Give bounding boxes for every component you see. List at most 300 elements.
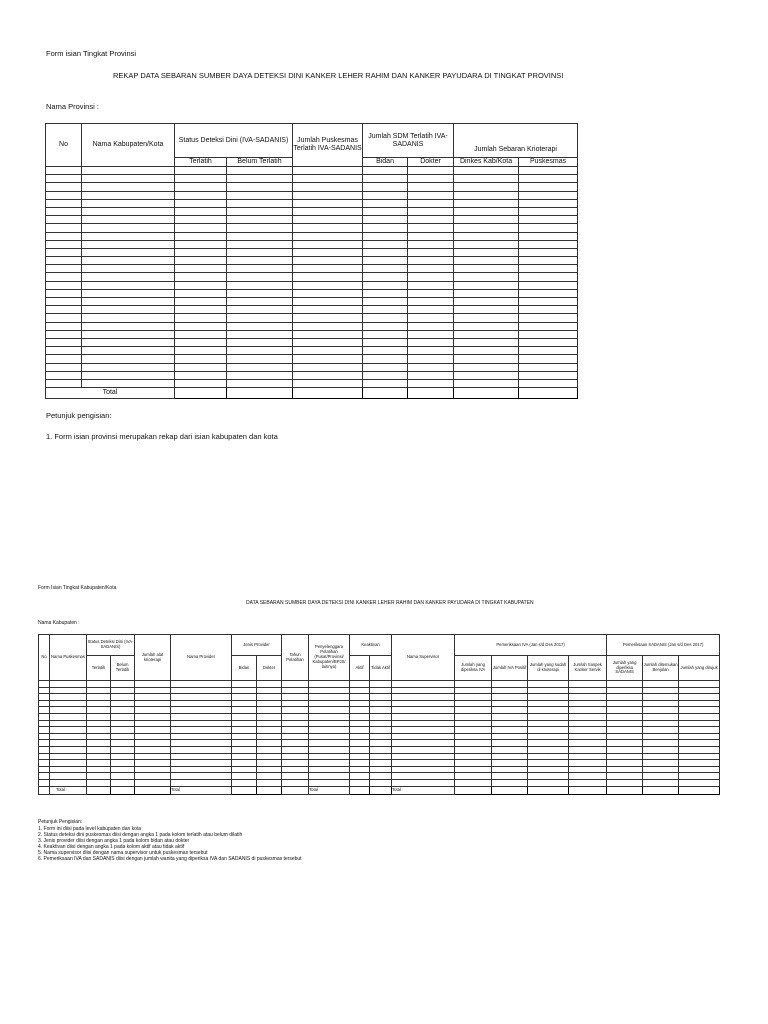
table-cell[interactable]: [87, 753, 111, 760]
table-cell[interactable]: [39, 700, 50, 707]
table-cell[interactable]: [370, 700, 392, 707]
table-cell[interactable]: [363, 167, 408, 175]
table-cell[interactable]: [454, 281, 519, 289]
table-cell[interactable]: [392, 766, 455, 773]
table-cell[interactable]: [679, 707, 720, 714]
table-cell[interactable]: [454, 183, 519, 191]
table-cell[interactable]: [454, 207, 519, 215]
table-cell[interactable]: [519, 298, 578, 306]
table-cell[interactable]: [408, 298, 454, 306]
table-cell[interactable]: [350, 727, 370, 734]
table-cell[interactable]: [569, 681, 607, 688]
table-cell[interactable]: [50, 720, 87, 727]
table-cell[interactable]: [454, 363, 519, 371]
table-cell[interactable]: [293, 347, 363, 355]
table-cell[interactable]: [257, 740, 282, 747]
table-cell[interactable]: [87, 681, 111, 688]
table-cell[interactable]: [171, 700, 232, 707]
table-cell[interactable]: [227, 314, 293, 322]
table-cell[interactable]: [370, 707, 392, 714]
table-cell[interactable]: [363, 216, 408, 224]
table-cell[interactable]: [46, 379, 82, 387]
table-cell[interactable]: [46, 265, 82, 273]
table-cell[interactable]: [519, 273, 578, 281]
table-cell[interactable]: [363, 379, 408, 387]
table-cell[interactable]: [519, 183, 578, 191]
table-cell[interactable]: [607, 681, 643, 688]
table-cell[interactable]: [643, 727, 679, 734]
total-cell[interactable]: [454, 388, 519, 399]
table-cell[interactable]: [363, 306, 408, 314]
table-cell[interactable]: [492, 766, 528, 773]
table-cell[interactable]: [519, 306, 578, 314]
table-cell[interactable]: [227, 265, 293, 273]
table-cell[interactable]: [175, 257, 227, 265]
table-cell[interactable]: [50, 687, 87, 694]
table-cell[interactable]: [39, 753, 50, 760]
table-cell[interactable]: [492, 687, 528, 694]
table-cell[interactable]: [679, 694, 720, 701]
table-cell[interactable]: [370, 720, 392, 727]
table-cell[interactable]: [392, 760, 455, 767]
table-cell[interactable]: [227, 273, 293, 281]
table-cell[interactable]: [528, 694, 569, 701]
table-cell[interactable]: [87, 694, 111, 701]
table-cell[interactable]: [111, 779, 135, 786]
table-cell[interactable]: [87, 760, 111, 767]
table-cell[interactable]: [175, 216, 227, 224]
table-cell[interactable]: [528, 727, 569, 734]
kab-total-cell[interactable]: [370, 786, 392, 794]
total-cell[interactable]: [227, 388, 293, 399]
table-cell[interactable]: [408, 224, 454, 232]
table-cell[interactable]: [175, 347, 227, 355]
table-cell[interactable]: [82, 330, 175, 338]
table-cell[interactable]: [171, 681, 232, 688]
table-cell[interactable]: [363, 371, 408, 379]
table-cell[interactable]: [135, 746, 171, 753]
table-cell[interactable]: [455, 766, 492, 773]
table-cell[interactable]: [227, 175, 293, 183]
table-cell[interactable]: [455, 727, 492, 734]
table-cell[interactable]: [175, 167, 227, 175]
table-cell[interactable]: [408, 199, 454, 207]
table-cell[interactable]: [87, 740, 111, 747]
table-cell[interactable]: [643, 773, 679, 780]
table-cell[interactable]: [679, 779, 720, 786]
table-cell[interactable]: [569, 753, 607, 760]
table-cell[interactable]: [82, 363, 175, 371]
table-cell[interactable]: [454, 355, 519, 363]
table-cell[interactable]: [519, 281, 578, 289]
table-cell[interactable]: [82, 207, 175, 215]
table-cell[interactable]: [528, 766, 569, 773]
table-cell[interactable]: [408, 281, 454, 289]
table-cell[interactable]: [363, 363, 408, 371]
kab-total-cell[interactable]: [569, 786, 607, 794]
table-cell[interactable]: [135, 740, 171, 747]
table-cell[interactable]: [569, 733, 607, 740]
table-cell[interactable]: [227, 207, 293, 215]
table-cell[interactable]: [171, 746, 232, 753]
table-cell[interactable]: [309, 773, 350, 780]
table-cell[interactable]: [227, 371, 293, 379]
table-cell[interactable]: [408, 338, 454, 346]
table-cell[interactable]: [350, 687, 370, 694]
table-cell[interactable]: [46, 306, 82, 314]
table-cell[interactable]: [293, 167, 363, 175]
table-cell[interactable]: [175, 371, 227, 379]
table-cell[interactable]: [607, 694, 643, 701]
table-cell[interactable]: [82, 371, 175, 379]
table-cell[interactable]: [309, 753, 350, 760]
table-cell[interactable]: [363, 240, 408, 248]
table-cell[interactable]: [392, 707, 455, 714]
table-cell[interactable]: [454, 175, 519, 183]
table-cell[interactable]: [282, 681, 309, 688]
table-cell[interactable]: [350, 746, 370, 753]
table-cell[interactable]: [392, 733, 455, 740]
table-cell[interactable]: [392, 681, 455, 688]
table-cell[interactable]: [363, 347, 408, 355]
table-cell[interactable]: [50, 694, 87, 701]
table-cell[interactable]: [643, 687, 679, 694]
table-cell[interactable]: [607, 713, 643, 720]
table-cell[interactable]: [111, 700, 135, 707]
table-cell[interactable]: [227, 322, 293, 330]
table-cell[interactable]: [293, 355, 363, 363]
table-cell[interactable]: [408, 371, 454, 379]
table-cell[interactable]: [455, 687, 492, 694]
table-cell[interactable]: [232, 760, 257, 767]
table-cell[interactable]: [607, 740, 643, 747]
table-cell[interactable]: [175, 289, 227, 297]
table-cell[interactable]: [392, 746, 455, 753]
table-cell[interactable]: [607, 779, 643, 786]
table-cell[interactable]: [350, 720, 370, 727]
table-cell[interactable]: [679, 713, 720, 720]
table-cell[interactable]: [82, 232, 175, 240]
table-cell[interactable]: [232, 746, 257, 753]
table-cell[interactable]: [257, 687, 282, 694]
table-cell[interactable]: [171, 740, 232, 747]
table-cell[interactable]: [82, 257, 175, 265]
table-cell[interactable]: [87, 746, 111, 753]
table-cell[interactable]: [455, 733, 492, 740]
table-cell[interactable]: [408, 175, 454, 183]
table-cell[interactable]: [492, 733, 528, 740]
table-cell[interactable]: [39, 713, 50, 720]
table-cell[interactable]: [46, 224, 82, 232]
table-cell[interactable]: [455, 681, 492, 688]
table-cell[interactable]: [408, 240, 454, 248]
table-cell[interactable]: [363, 322, 408, 330]
table-cell[interactable]: [455, 779, 492, 786]
table-cell[interactable]: [370, 760, 392, 767]
table-cell[interactable]: [175, 224, 227, 232]
table-cell[interactable]: [370, 740, 392, 747]
table-cell[interactable]: [454, 167, 519, 175]
table-cell[interactable]: [309, 687, 350, 694]
table-cell[interactable]: [46, 216, 82, 224]
table-cell[interactable]: [227, 167, 293, 175]
table-cell[interactable]: [87, 687, 111, 694]
table-cell[interactable]: [370, 766, 392, 773]
table-cell[interactable]: [257, 694, 282, 701]
table-cell[interactable]: [454, 347, 519, 355]
table-cell[interactable]: [282, 773, 309, 780]
table-cell[interactable]: [50, 700, 87, 707]
table-cell[interactable]: [607, 727, 643, 734]
table-cell[interactable]: [82, 338, 175, 346]
table-cell[interactable]: [82, 216, 175, 224]
table-cell[interactable]: [232, 766, 257, 773]
table-cell[interactable]: [454, 199, 519, 207]
table-cell[interactable]: [350, 766, 370, 773]
table-cell[interactable]: [135, 700, 171, 707]
table-cell[interactable]: [370, 746, 392, 753]
table-cell[interactable]: [528, 707, 569, 714]
table-cell[interactable]: [569, 773, 607, 780]
table-cell[interactable]: [519, 199, 578, 207]
table-cell[interactable]: [519, 330, 578, 338]
table-cell[interactable]: [528, 746, 569, 753]
table-cell[interactable]: [607, 746, 643, 753]
table-cell[interactable]: [363, 257, 408, 265]
table-cell[interactable]: [175, 330, 227, 338]
table-cell[interactable]: [569, 694, 607, 701]
kab-total-cell[interactable]: [87, 786, 111, 794]
table-cell[interactable]: [454, 379, 519, 387]
table-cell[interactable]: [135, 720, 171, 727]
table-cell[interactable]: [363, 281, 408, 289]
table-cell[interactable]: [679, 687, 720, 694]
table-cell[interactable]: [87, 727, 111, 734]
table-cell[interactable]: [39, 760, 50, 767]
table-cell[interactable]: [46, 355, 82, 363]
kab-total-cell[interactable]: [607, 786, 643, 794]
table-cell[interactable]: [350, 779, 370, 786]
table-cell[interactable]: [607, 720, 643, 727]
table-cell[interactable]: [569, 687, 607, 694]
table-cell[interactable]: [492, 760, 528, 767]
table-cell[interactable]: [392, 694, 455, 701]
table-cell[interactable]: [607, 760, 643, 767]
table-cell[interactable]: [46, 298, 82, 306]
table-cell[interactable]: [454, 265, 519, 273]
table-cell[interactable]: [408, 314, 454, 322]
table-cell[interactable]: [39, 773, 50, 780]
table-cell[interactable]: [363, 273, 408, 281]
table-cell[interactable]: [528, 753, 569, 760]
table-cell[interactable]: [370, 779, 392, 786]
table-cell[interactable]: [232, 740, 257, 747]
table-cell[interactable]: [82, 347, 175, 355]
table-cell[interactable]: [309, 779, 350, 786]
table-cell[interactable]: [135, 733, 171, 740]
table-cell[interactable]: [50, 779, 87, 786]
table-cell[interactable]: [392, 700, 455, 707]
table-cell[interactable]: [454, 338, 519, 346]
table-cell[interactable]: [50, 746, 87, 753]
table-cell[interactable]: [528, 687, 569, 694]
table-cell[interactable]: [82, 314, 175, 322]
table-cell[interactable]: [363, 175, 408, 183]
table-cell[interactable]: [175, 232, 227, 240]
table-cell[interactable]: [679, 766, 720, 773]
table-cell[interactable]: [363, 265, 408, 273]
table-cell[interactable]: [519, 232, 578, 240]
table-cell[interactable]: [171, 773, 232, 780]
table-cell[interactable]: [82, 322, 175, 330]
table-cell[interactable]: [492, 720, 528, 727]
table-cell[interactable]: [232, 773, 257, 780]
table-cell[interactable]: [175, 314, 227, 322]
table-cell[interactable]: [679, 753, 720, 760]
table-cell[interactable]: [232, 694, 257, 701]
table-cell[interactable]: [350, 733, 370, 740]
table-cell[interactable]: [454, 330, 519, 338]
table-cell[interactable]: [569, 727, 607, 734]
kab-total-cell[interactable]: [528, 786, 569, 794]
table-cell[interactable]: [82, 281, 175, 289]
table-cell[interactable]: [282, 760, 309, 767]
table-cell[interactable]: [227, 298, 293, 306]
table-cell[interactable]: [408, 167, 454, 175]
table-cell[interactable]: [350, 760, 370, 767]
table-cell[interactable]: [282, 707, 309, 714]
table-cell[interactable]: [39, 766, 50, 773]
table-cell[interactable]: [227, 248, 293, 256]
table-cell[interactable]: [455, 713, 492, 720]
table-cell[interactable]: [135, 681, 171, 688]
total-cell[interactable]: [408, 388, 454, 399]
table-cell[interactable]: [519, 257, 578, 265]
table-cell[interactable]: [679, 746, 720, 753]
table-cell[interactable]: [293, 289, 363, 297]
table-cell[interactable]: [519, 338, 578, 346]
table-cell[interactable]: [519, 322, 578, 330]
table-cell[interactable]: [282, 733, 309, 740]
table-cell[interactable]: [528, 773, 569, 780]
table-cell[interactable]: [227, 379, 293, 387]
table-cell[interactable]: [171, 733, 232, 740]
table-cell[interactable]: [309, 760, 350, 767]
table-cell[interactable]: [492, 753, 528, 760]
table-cell[interactable]: [87, 766, 111, 773]
table-cell[interactable]: [257, 746, 282, 753]
table-cell[interactable]: [111, 766, 135, 773]
table-cell[interactable]: [82, 306, 175, 314]
table-cell[interactable]: [569, 779, 607, 786]
table-cell[interactable]: [39, 681, 50, 688]
table-cell[interactable]: [46, 330, 82, 338]
table-cell[interactable]: [135, 687, 171, 694]
table-cell[interactable]: [232, 681, 257, 688]
table-cell[interactable]: [171, 694, 232, 701]
kab-total-cell[interactable]: [350, 786, 370, 794]
table-cell[interactable]: [454, 240, 519, 248]
table-cell[interactable]: [175, 298, 227, 306]
table-cell[interactable]: [519, 355, 578, 363]
table-cell[interactable]: [175, 207, 227, 215]
table-cell[interactable]: [39, 746, 50, 753]
table-cell[interactable]: [492, 773, 528, 780]
table-cell[interactable]: [492, 681, 528, 688]
table-cell[interactable]: [454, 322, 519, 330]
table-cell[interactable]: [87, 713, 111, 720]
table-cell[interactable]: [257, 720, 282, 727]
table-cell[interactable]: [350, 773, 370, 780]
table-cell[interactable]: [607, 766, 643, 773]
table-cell[interactable]: [392, 720, 455, 727]
table-cell[interactable]: [293, 379, 363, 387]
table-cell[interactable]: [519, 175, 578, 183]
table-cell[interactable]: [293, 257, 363, 265]
table-cell[interactable]: [282, 753, 309, 760]
table-cell[interactable]: [257, 733, 282, 740]
table-cell[interactable]: [39, 727, 50, 734]
table-cell[interactable]: [455, 694, 492, 701]
table-cell[interactable]: [87, 733, 111, 740]
table-cell[interactable]: [39, 694, 50, 701]
table-cell[interactable]: [293, 224, 363, 232]
table-cell[interactable]: [46, 191, 82, 199]
table-cell[interactable]: [227, 224, 293, 232]
table-cell[interactable]: [82, 175, 175, 183]
table-cell[interactable]: [293, 240, 363, 248]
table-cell[interactable]: [232, 727, 257, 734]
table-cell[interactable]: [569, 766, 607, 773]
kab-total-cell[interactable]: [492, 786, 528, 794]
table-cell[interactable]: [643, 681, 679, 688]
table-cell[interactable]: [408, 347, 454, 355]
table-cell[interactable]: [111, 681, 135, 688]
table-cell[interactable]: [643, 707, 679, 714]
kab-total-cell[interactable]: [135, 786, 171, 794]
table-cell[interactable]: [309, 740, 350, 747]
table-cell[interactable]: [370, 694, 392, 701]
table-cell[interactable]: [111, 740, 135, 747]
table-cell[interactable]: [455, 760, 492, 767]
table-cell[interactable]: [607, 687, 643, 694]
table-cell[interactable]: [227, 199, 293, 207]
table-cell[interactable]: [46, 289, 82, 297]
total-cell[interactable]: [519, 388, 578, 399]
table-cell[interactable]: [257, 760, 282, 767]
table-cell[interactable]: [282, 694, 309, 701]
table-cell[interactable]: [227, 191, 293, 199]
table-cell[interactable]: [309, 694, 350, 701]
table-cell[interactable]: [363, 248, 408, 256]
table-cell[interactable]: [363, 207, 408, 215]
table-cell[interactable]: [175, 379, 227, 387]
table-cell[interactable]: [309, 727, 350, 734]
table-cell[interactable]: [82, 265, 175, 273]
table-cell[interactable]: [257, 713, 282, 720]
table-cell[interactable]: [257, 681, 282, 688]
table-cell[interactable]: [454, 232, 519, 240]
table-cell[interactable]: [519, 167, 578, 175]
table-cell[interactable]: [454, 314, 519, 322]
table-cell[interactable]: [528, 681, 569, 688]
table-cell[interactable]: [135, 753, 171, 760]
table-cell[interactable]: [528, 779, 569, 786]
table-cell[interactable]: [492, 700, 528, 707]
table-cell[interactable]: [282, 720, 309, 727]
table-cell[interactable]: [363, 191, 408, 199]
table-cell[interactable]: [39, 740, 50, 747]
